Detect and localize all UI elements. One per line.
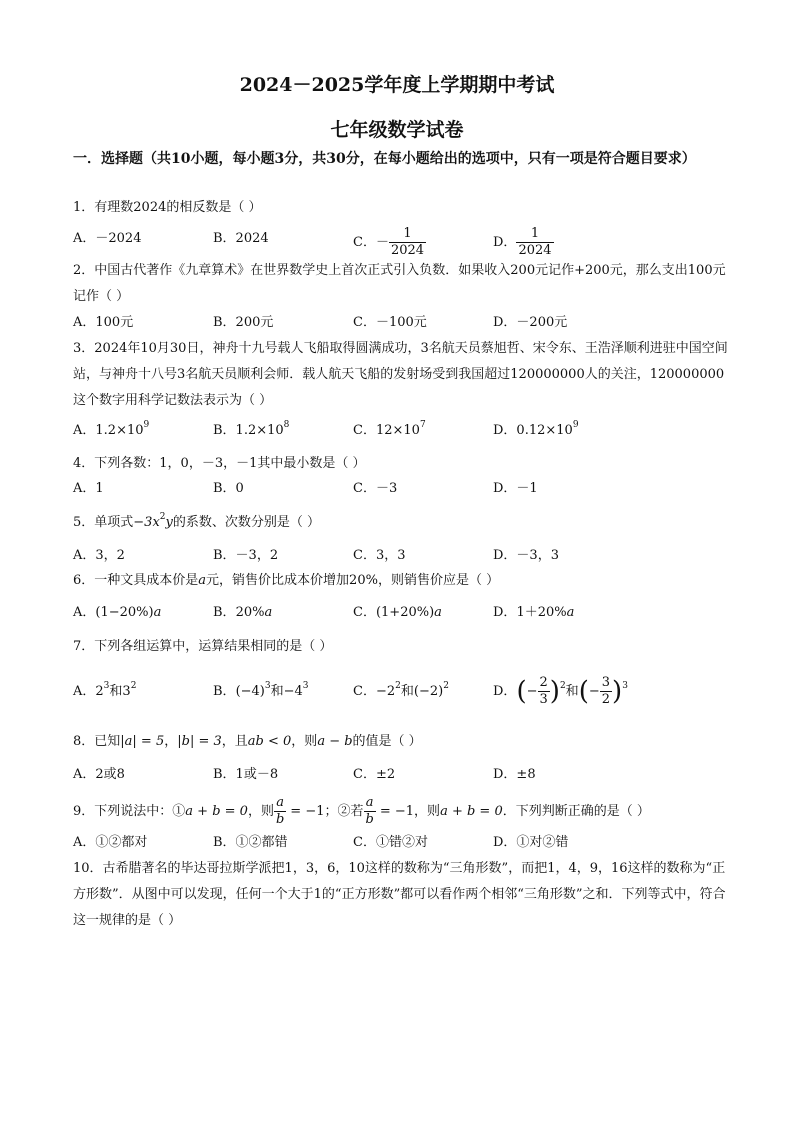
question-2-options <box>73 310 733 336</box>
option-b: B．0 <box>213 481 244 496</box>
option-c: C．－3 <box>353 481 398 496</box>
option-d: D．±8 <box>493 767 536 782</box>
section-heading: 一．选择题（共10小题，每小题3分，共30分，在每小题给出的选项中，只有一项是符合题目要求） <box>73 151 696 167</box>
option-b: B．－3，2 <box>213 548 279 563</box>
fraction: $\frac{3}{2}$ <box>601 675 611 707</box>
option-b: B．2024 <box>213 231 269 246</box>
option-d: D．－3，3 <box>493 548 559 563</box>
option-a: A．3，2 <box>73 548 125 563</box>
question-7-stem: 7．下列各组运算中，运算结果相同的是（ ） <box>73 639 333 654</box>
option-b: B．$1.2\times 10^8$ <box>213 420 290 438</box>
question-2-stem: 2．中国古代著作《九章算术》在世界数学史上首次正式引入负数．如果收入200元记作+200元，那么支出100元记作（ ） <box>73 263 726 304</box>
option-b: B．20%a <box>213 605 273 620</box>
exam-title: 2024－2025学年度上学期期中考试 <box>239 74 555 96</box>
option-c: C．$-2^2$和$(-2)^2$ <box>353 681 449 699</box>
fraction: $\frac{a}{b}$ <box>275 795 285 827</box>
question-9-options <box>73 830 733 856</box>
question-8-stem: 8．已知|a| = 5，|b| = 3，且ab < 0，则a − b的值是（ ） <box>73 734 422 749</box>
question-6-stem: 6．一种文具成本价是a元，销售价比成本价增加20%，则销售价应是（ ） <box>73 573 500 588</box>
fraction: $\frac{a}{b}$ <box>365 795 374 827</box>
option-a: A．①②都对 <box>73 835 148 850</box>
option-b: B．200元 <box>213 315 274 330</box>
option-a: A．(1−20%)a <box>73 605 162 620</box>
fraction: $\frac{2}{3}$ <box>539 675 548 707</box>
option-c: C．3，3 <box>353 548 406 563</box>
option-c: C．－ $\frac{1}{2024}$ <box>353 226 425 258</box>
option-a: A．$1.2\times 10^9$ <box>73 420 150 438</box>
option-c: C．－100元 <box>353 315 427 330</box>
question-7-options <box>73 675 733 709</box>
option-d: D．1＋20%a <box>493 605 575 620</box>
option-b: B．①②都错 <box>213 835 288 850</box>
fraction: $\frac{1}{2024}$ <box>390 226 425 258</box>
exam-subtitle: 七年级数学试卷 <box>330 119 464 141</box>
question-3-options <box>73 418 733 444</box>
question-1-stem: 1．有理数2024的相反数是（ ） <box>73 200 262 215</box>
option-c: C．±2 <box>353 767 396 782</box>
question-5-stem: 5．单项式$-3x^2y$的系数、次数分别是（ ） <box>73 512 321 530</box>
question-3-stem: 3．2024年10月30日，神舟十九号载人飞船取得圆满成功，3名航天员蔡旭哲、宋令东、王浩泽顺利进驻中国空间站，与神舟十八号3名航天员顺利会师．载人航天飞船的发射场受到我国超过120000000人的关注，120000000这个数字用科学记数法表示为（ ） <box>73 341 728 408</box>
option-a: A．－2024 <box>73 231 142 246</box>
question-1-options <box>73 226 733 258</box>
option-a: A．1 <box>73 481 104 496</box>
question-8-options <box>73 762 733 788</box>
option-d: D．(− $\frac{2}{3}$ )$^2$和(− $\frac{3}{2}$ )$^3$ <box>493 675 628 707</box>
question-5-options <box>73 543 733 569</box>
question-4-stem: 4．下列各数：1，0，－3，－1其中最小数是（ ） <box>73 456 366 471</box>
option-c: C．①错②对 <box>353 835 428 850</box>
option-b: B．$(-4)^3$和$-4^3$ <box>213 681 309 699</box>
question-10-stem: 10．古希腊著名的毕达哥拉斯学派把1，3，6，10这样的数称为“三角形数”，而把1，4，9，16这样的数称为“正方形数”．从图中可以发现，任何一个大于1的“正方形数”都可以看作两个相邻“三角形数”之和．下列等式中，符合这一规律的是（ ） <box>73 861 726 928</box>
option-c: C．(1+20%)a <box>353 605 442 620</box>
option-a: A．100元 <box>73 315 134 330</box>
option-a: A．2或8 <box>73 767 125 782</box>
option-d: D． $\frac{1}{2024}$ <box>493 226 552 258</box>
option-d: D．－1 <box>493 481 538 496</box>
fraction: $\frac{1}{2024}$ <box>518 226 552 258</box>
question-6-options <box>73 600 733 626</box>
option-a: A．$2^3$和$3^2$ <box>73 681 137 699</box>
option-b: B．1或－8 <box>213 767 279 782</box>
question-9-stem: 9．下列说法中：①a + b = 0，则 $\frac{a}{b}$ = −1；②若 $\frac{a}{b}$ = −1，则a + b = 0．下列判断正确的是（ ） <box>73 795 650 827</box>
option-c: C．$12\times 10^7$ <box>353 420 426 438</box>
question-4-options <box>73 476 733 502</box>
option-d: D．$0.12\times 10^9$ <box>493 420 579 438</box>
option-d: D．－200元 <box>493 315 568 330</box>
option-d: D．①对②错 <box>493 835 569 850</box>
